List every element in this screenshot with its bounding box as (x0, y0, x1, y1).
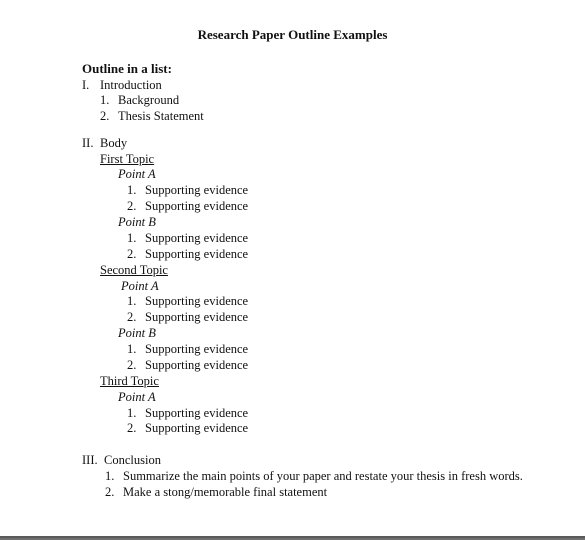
section-numeral: I. (82, 78, 90, 92)
section-label: Conclusion (104, 453, 161, 467)
section-body (82, 135, 127, 151)
topic-heading: First Topic (100, 152, 155, 166)
document-title: Research Paper Outline Examples (197, 27, 388, 42)
section-conclusion (82, 452, 161, 468)
section-label: Body (100, 136, 128, 150)
topic-heading: Third Topic (100, 374, 159, 388)
list-item: 2. Supporting evidence (127, 421, 249, 435)
list-item: 2. Make a stong/memorable final statement (105, 485, 328, 499)
point-heading: Point A (118, 390, 156, 404)
list-item: 1. Summarize the main points of your paper and restate your thesis in fresh words. (105, 469, 523, 483)
list-item: 1. Supporting evidence (127, 294, 249, 308)
list-item: 1. Supporting evidence (127, 342, 249, 356)
section-label: Introduction (100, 78, 162, 92)
list-item: 1. Background (100, 93, 180, 107)
section-introduction (82, 77, 162, 93)
list-item: 1. Supporting evidence (127, 406, 249, 420)
list-item: 1. Supporting evidence (127, 231, 249, 245)
topic-heading: Second Topic (100, 263, 168, 277)
list-item: 2. Supporting evidence (127, 247, 249, 261)
section-numeral: II. (82, 136, 94, 150)
list-item: 2. Supporting evidence (127, 358, 249, 372)
list-item: 1. Supporting evidence (127, 183, 249, 197)
list-item: 2. Thesis Statement (100, 109, 204, 123)
list-item: 2. Supporting evidence (127, 199, 249, 213)
point-heading: Point A (118, 167, 156, 181)
list-item: 2. Supporting evidence (127, 310, 249, 324)
point-heading: Point B (118, 326, 156, 340)
point-heading: Point B (118, 215, 156, 229)
outline-heading: Outline in a list: (82, 61, 172, 76)
point-heading: Point A (121, 279, 159, 293)
section-numeral: III. (82, 453, 98, 467)
